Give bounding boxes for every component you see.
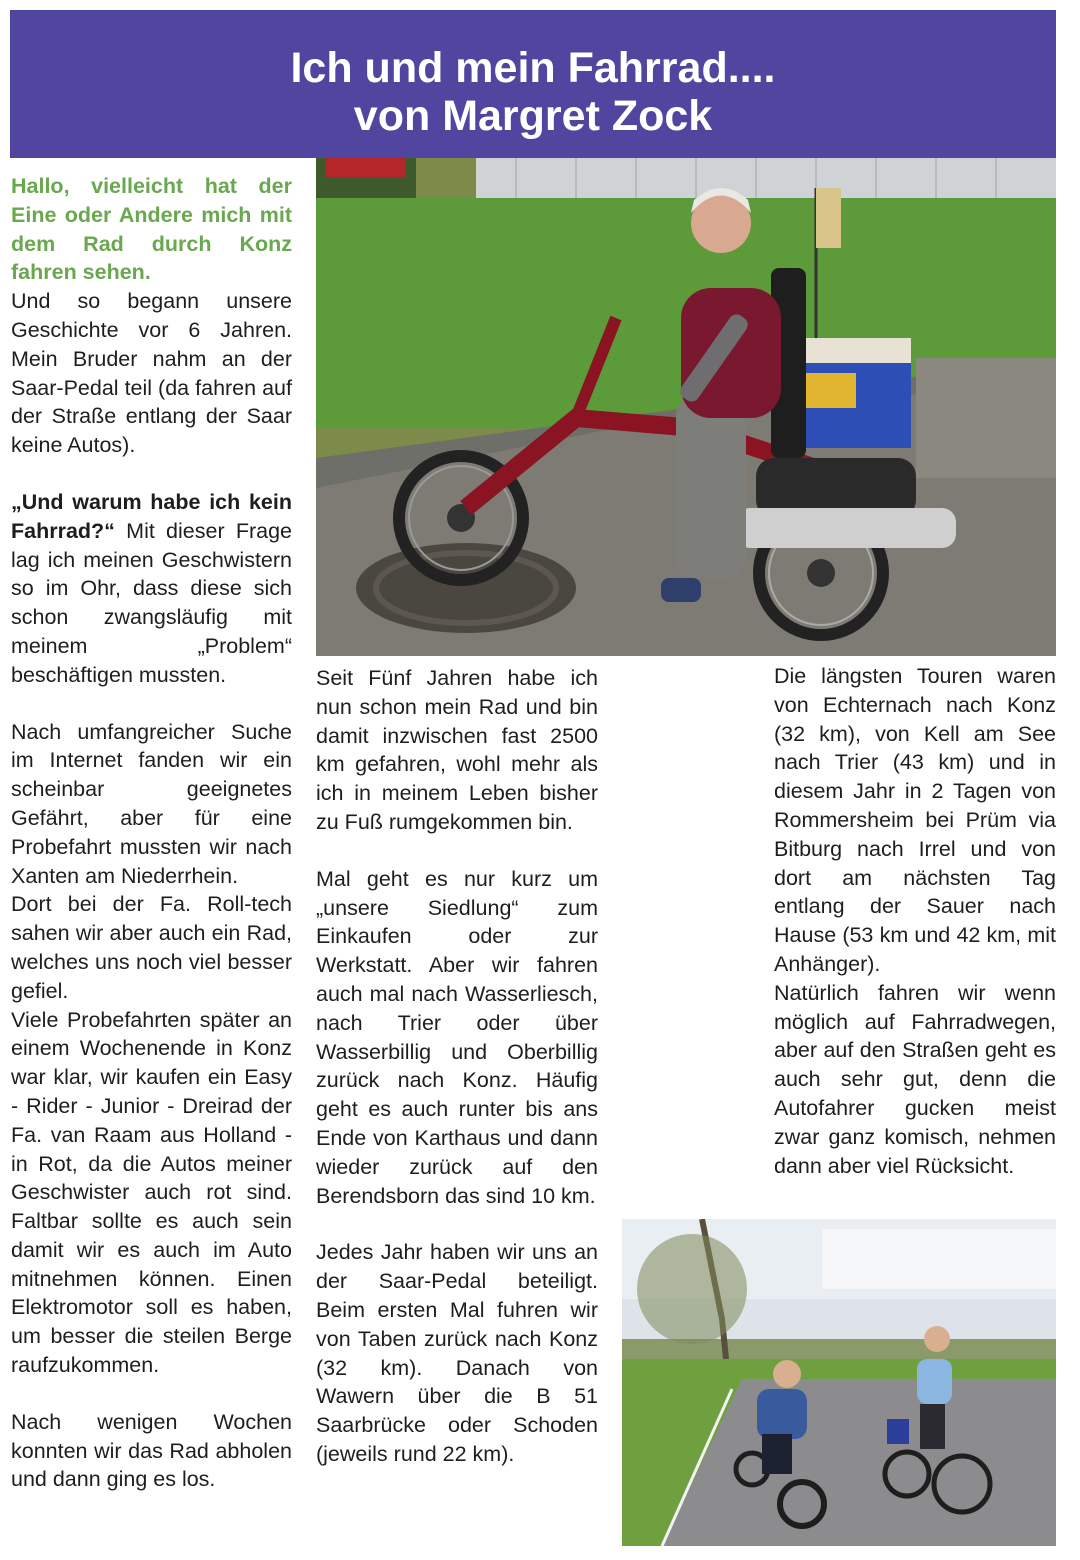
paragraph: Jedes Jahr haben wir uns an der Saar-Pedal beteiligt. Beim ersten Mal fuhren wir von Taben zurück nach Konz (32 km). Danach von Wawern über die B 51 Saarbrücke oder Schoden (jeweils rund 22 km). <box>316 1240 598 1466</box>
title-line-1: Ich und mein Fahrrad.... <box>290 44 776 92</box>
paragraph: Natürlich fahren wir wenn möglich auf Fahrradwegen, aber auf den Straßen geht es auch sehr gut, denn die Autofahrer gucken meist zwar ganz komisch, nehmen dann aber viel Rücksicht. <box>774 980 1056 1178</box>
paragraph: Dort bei der Fa. Roll-tech sahen wir aber auch ein Rad, welches uns noch viel besser gefiel. <box>11 892 292 1003</box>
paragraph: Nach wenigen Wochen konnten wir das Rad abholen und dann ging es los. <box>11 1409 292 1492</box>
intro-paragraph: Hallo, vielleicht hat der Eine oder Andere mich mit dem Rad durch Konz fahren sehen. <box>11 174 292 285</box>
column-left <box>11 172 292 1494</box>
paragraph <box>11 488 292 690</box>
paragraph: Viele Probefahrten später an einem Wochenende in Konz war klar, wir kaufen ein Easy - Rider - Junior - Dreirad der Fa. van Raam aus Holland - in Rot, da die Autos meiner Geschwister auch rot sind. Faltbar sollte es auch sein damit wir es auch im Auto mitnehmen können. Einen Elektromotor soll es haben, um besser die steilen Berge raufzukommen. <box>11 1007 292 1378</box>
paragraph: Die längsten Touren waren von Echternach nach Konz (32 km), von Kell am See nach Trier (43 km) und in diesem Jahr in 2 Tagen von Rommersheim bei Prüm via Bitburg nach Irrel und von dort am nächsten Tag entlang der Sauer nach Hause (53 km und 42 km, mit Anhänger). <box>774 664 1056 976</box>
paragraph-text: Mit dieser Frage lag ich meinen Geschwistern so im Ohr, dass diese sich schon zwangsläufig mit meinem „Problem“ beschäftigen mussten. <box>11 518 292 687</box>
question-quote: „Und warum habe ich kein Fahrrad?“ <box>11 489 292 543</box>
title-banner <box>10 10 1056 158</box>
paragraph: Nach umfangreicher Suche im Internet fanden wir ein scheinbar geeignetes Gefährt, aber für eine Probefahrt mussten wir nach Xanten am Niederrhein. <box>11 719 292 888</box>
column-right <box>774 662 1056 1180</box>
paragraph: Seit Fünf Jahren habe ich nun schon mein Rad und bin damit inzwischen fast 2500 km gefahren, wohl mehr als ich in meinem Leben bisher zu Fuß rumgekommen bin. <box>316 666 598 834</box>
photo-woman-on-tricycle <box>316 158 1056 656</box>
photo-riders-on-road <box>622 1219 1056 1546</box>
paragraph: Mal geht es nur kurz um „unsere Siedlung“ zum Einkaufen oder zur Werkstatt. Aber wir fahren auch mal nach Wasserliesch, nach Trier oder über Wasserbillig und Oberbillig zurück nach Konz. Häufig geht es auch runter bis ans Ende von Karthaus und dann wieder zurück auf den Berendsborn das sind 10 km. <box>316 866 598 1208</box>
paragraph: Und so begann unsere Geschichte vor 6 Jahren. Mein Bruder nahm an der Saar-Pedal teil (da fahren auf der Straße entlang der Saar keine Autos). <box>11 289 292 458</box>
title-line-2: von Margret Zock <box>353 92 713 140</box>
column-middle <box>316 664 598 1469</box>
